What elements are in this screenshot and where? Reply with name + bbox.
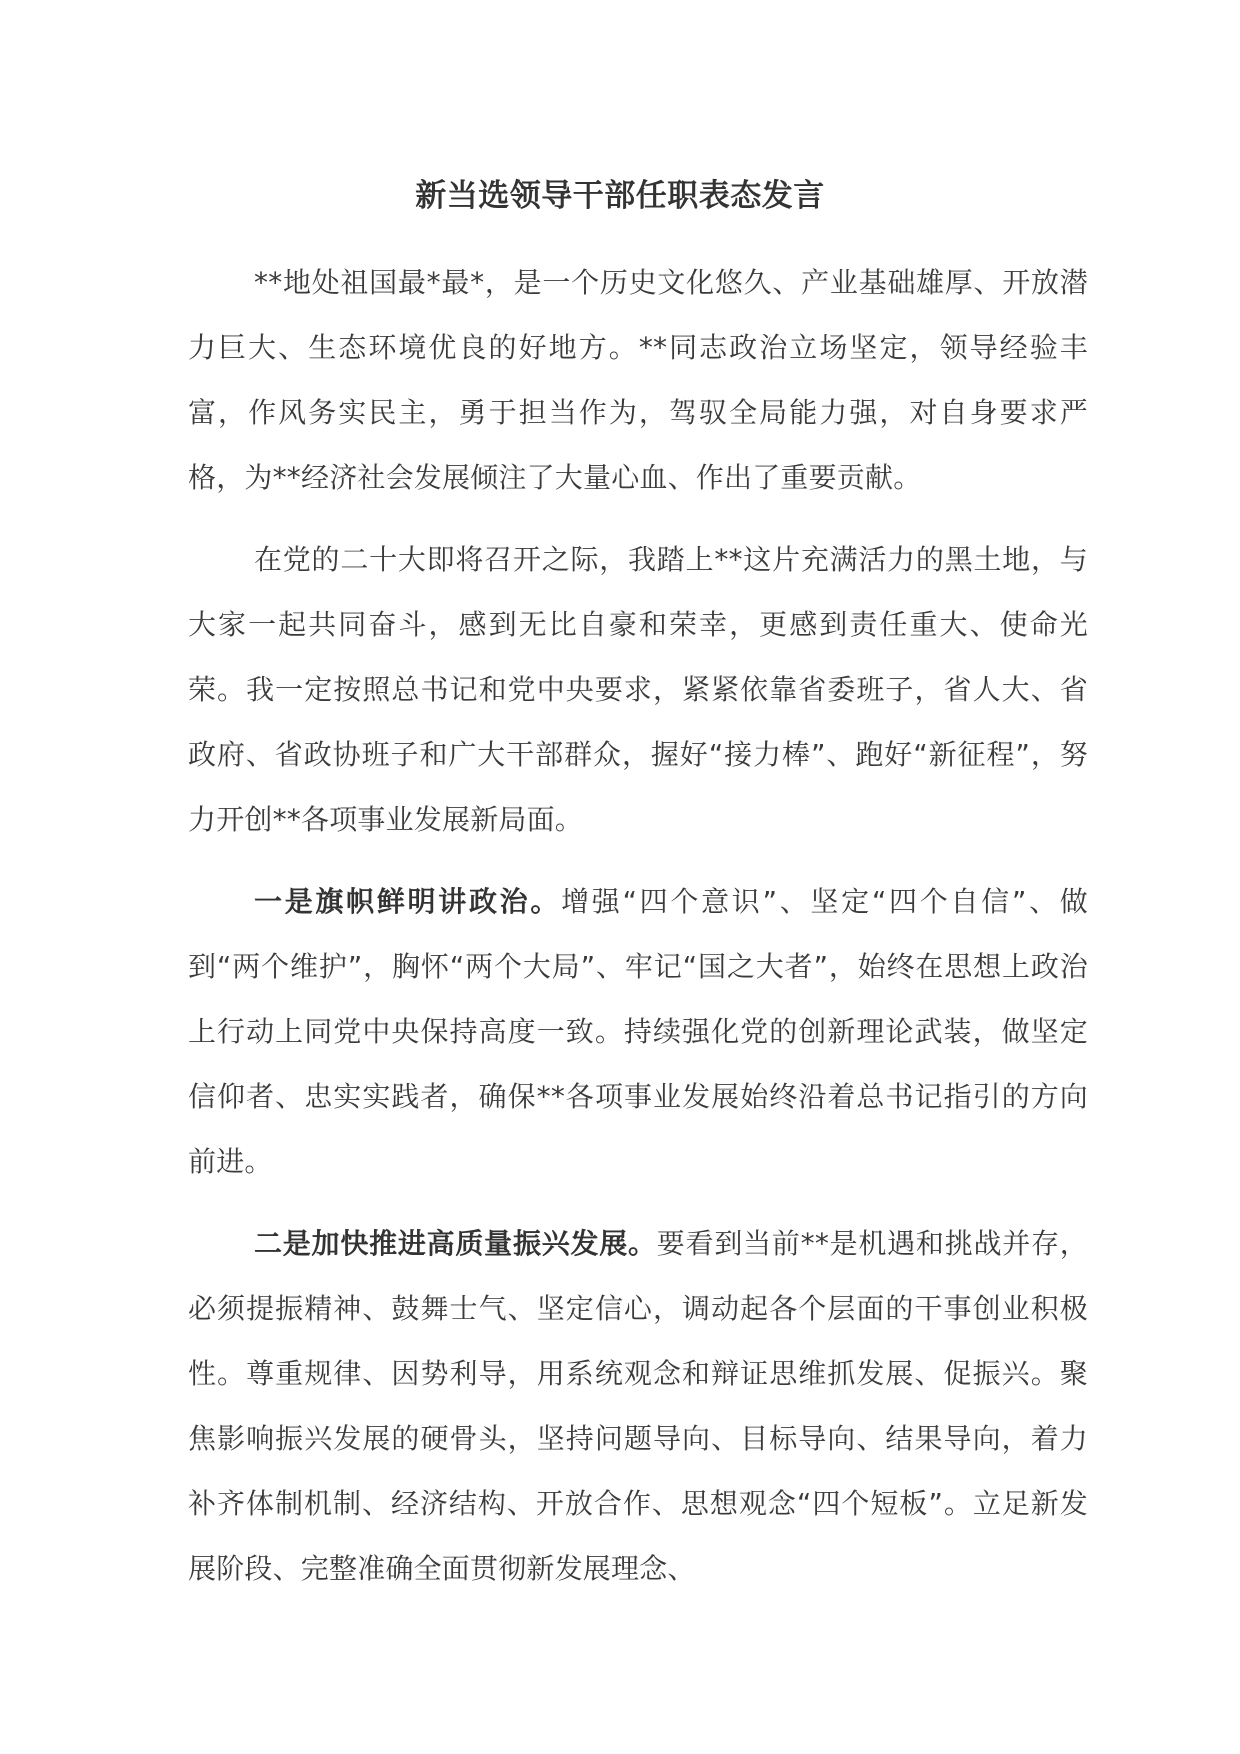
paragraph-1-text: **地处祖国最*最*，是一个历史文化悠久、产业基础雄厚、开放潜力巨大、生态环境优良的好地方。**同志政治立场坚定，领导经验丰富，作风务实民主，勇于担当作为，驾驭全局能力强，对自身要求严格，为**经济社会发展倾注了大量心血、作出了重要贡献。 <box>188 266 1088 494</box>
document-body <box>188 250 1088 1618</box>
paragraph-2-text: 在党的二十大即将召开之际，我踏上**这片充满活力的黑土地，与大家一起共同奋斗，感到无比自豪和荣幸，更感到责任重大、使命光荣。我一定按照总书记和党中央要求，紧紧依靠省委班子，省人大、省政府、省政协班子和广大干部群众，握好“接力棒”、跑好“新征程”，努力开创**各项事业发展新局面。 <box>188 543 1088 836</box>
paragraph-2 <box>188 527 1088 852</box>
paragraph-4 <box>188 1211 1088 1601</box>
paragraph-1 <box>188 250 1088 510</box>
document-title: 新当选领导干部任职表态发言 <box>415 178 825 214</box>
paragraph-4-text: 要看到当前**是机遇和挑战并存，必须提振精神、鼓舞士气、坚定信心，调动起各个层面的干事创业积极性。尊重规律、因势利导，用系统观念和辩证思维抓发展、促振兴。聚焦影响振兴发展的硬骨头，坚持问题导向、目标导向、结果导向，着力补齐体制机制、经济结构、开放合作、思想观念“四个短板”。立足新发展阶段、完整准确全面贯彻新发展理念、 <box>188 1227 1088 1585</box>
paragraph-4-lead: 二是加快推进高质量振兴发展。 <box>254 1227 657 1260</box>
paragraph-3 <box>188 869 1088 1194</box>
paragraph-3-lead: 一是旗帜鲜明讲政治。 <box>254 885 562 918</box>
paragraph-3-text: 增强“四个意识”、坚定“四个自信”、做到“两个维护”，胸怀“两个大局”、牢记“国之大者”，始终在思想上政治上行动上同党中央保持高度一致。持续强化党的创新理论武装，做坚定信仰者、忠实实践者，确保**各项事业发展始终沿着总书记指引的方向前进。 <box>188 885 1088 1178</box>
